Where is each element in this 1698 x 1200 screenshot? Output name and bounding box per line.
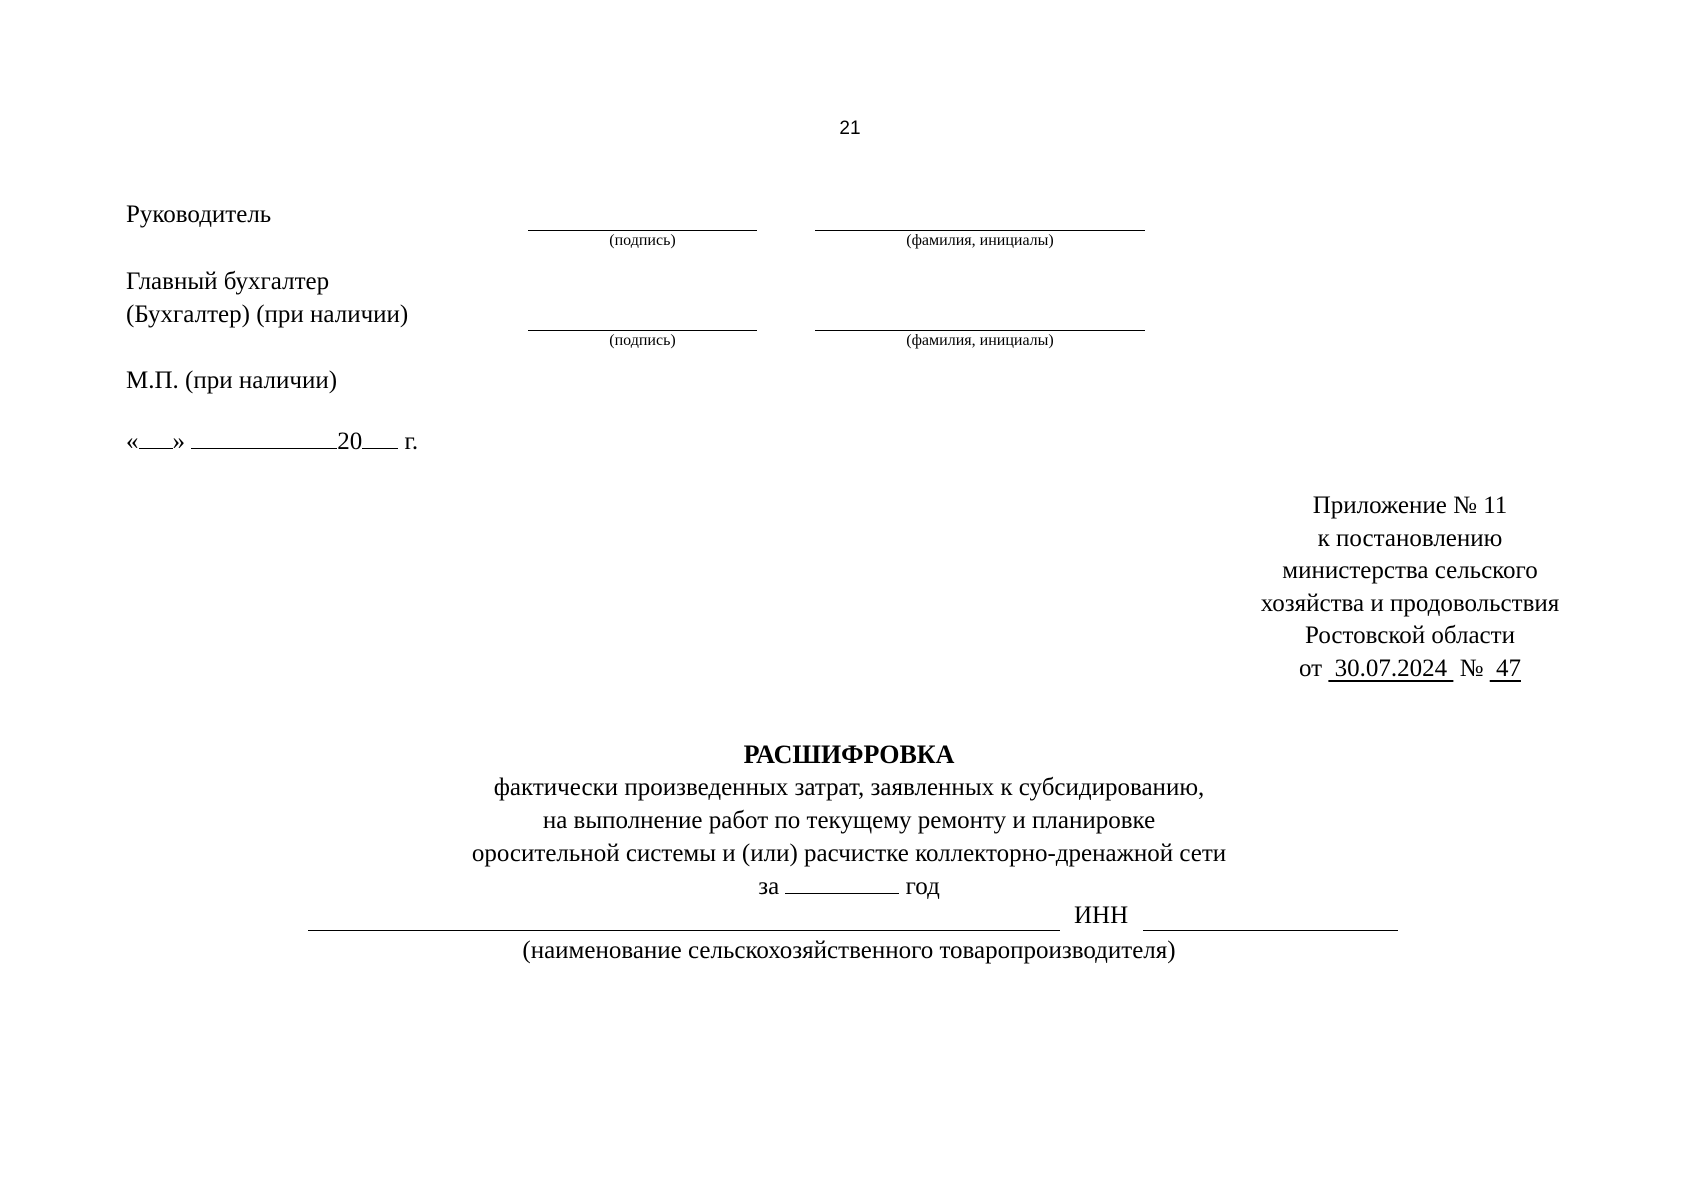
day-blank bbox=[139, 426, 173, 449]
document-heading bbox=[249, 738, 1449, 903]
head-signature-line bbox=[528, 230, 757, 231]
date-century: 20 bbox=[337, 428, 363, 455]
accountant-label-line2: (Бухгалтер) (при наличии) bbox=[126, 301, 409, 328]
heading-year-line bbox=[249, 870, 1449, 903]
appendix-from-label: от bbox=[1299, 654, 1323, 682]
year-suffix: год bbox=[905, 873, 940, 900]
year-blank bbox=[362, 426, 398, 449]
accountant-signature-caption: (подпись) bbox=[609, 332, 676, 349]
accountant-name-caption: (фамилия, инициалы) bbox=[906, 332, 1054, 349]
stamp-label: М.П. (при наличии) bbox=[126, 367, 338, 394]
appendix-line2: к постановлению bbox=[1317, 524, 1503, 552]
accountant-signature-line bbox=[528, 330, 757, 331]
head-name-caption: (фамилия, инициалы) bbox=[906, 232, 1054, 249]
head-label: Руководитель bbox=[126, 201, 272, 228]
producer-name-blank bbox=[308, 930, 1060, 931]
accountant-label-line1: Главный бухгалтер bbox=[126, 268, 330, 295]
appendix-number-label: № bbox=[1459, 654, 1484, 682]
date-close-quote: » bbox=[172, 428, 185, 455]
date-year-suffix: г. bbox=[404, 428, 419, 455]
accountant-name-line bbox=[815, 330, 1145, 331]
year-prefix: за bbox=[758, 873, 780, 900]
appendix-date-line bbox=[1220, 653, 1600, 686]
appendix-date-value: 30.07.2024 bbox=[1328, 654, 1454, 682]
page-number: 21 bbox=[839, 118, 861, 139]
appendix-number-value: 47 bbox=[1489, 654, 1521, 682]
appendix-line4: хозяйства и продовольствия bbox=[1260, 589, 1560, 617]
heading-line1: фактически произведенных затрат, заявленных к субсидированию, bbox=[493, 774, 1205, 801]
document-title: РАСШИФРОВКА bbox=[743, 740, 955, 769]
head-name-line bbox=[815, 230, 1145, 231]
head-signature-caption: (подпись) bbox=[609, 232, 676, 249]
date-open-quote: « bbox=[126, 428, 139, 455]
appendix-line5: Ростовской области bbox=[1305, 622, 1515, 649]
appendix-line1: Приложение № 11 bbox=[1312, 492, 1508, 519]
month-blank bbox=[191, 426, 337, 449]
heading-line2: на выполнение работ по текущему ремонту и планировке bbox=[542, 807, 1156, 834]
heading-line3: оросительной системы и (или) расчистке коллекторно-дренажной сети bbox=[471, 840, 1227, 867]
inn-blank bbox=[1143, 930, 1398, 931]
report-year-blank bbox=[785, 871, 899, 894]
appendix-line3: министерства сельского bbox=[1282, 557, 1538, 584]
date-line bbox=[126, 426, 418, 456]
producer-line bbox=[308, 900, 1398, 934]
producer-caption: (наименование сельскохозяйственного товаропроизводителя) bbox=[522, 937, 1176, 964]
appendix-block bbox=[1220, 490, 1600, 685]
inn-label: ИНН bbox=[1074, 902, 1129, 929]
